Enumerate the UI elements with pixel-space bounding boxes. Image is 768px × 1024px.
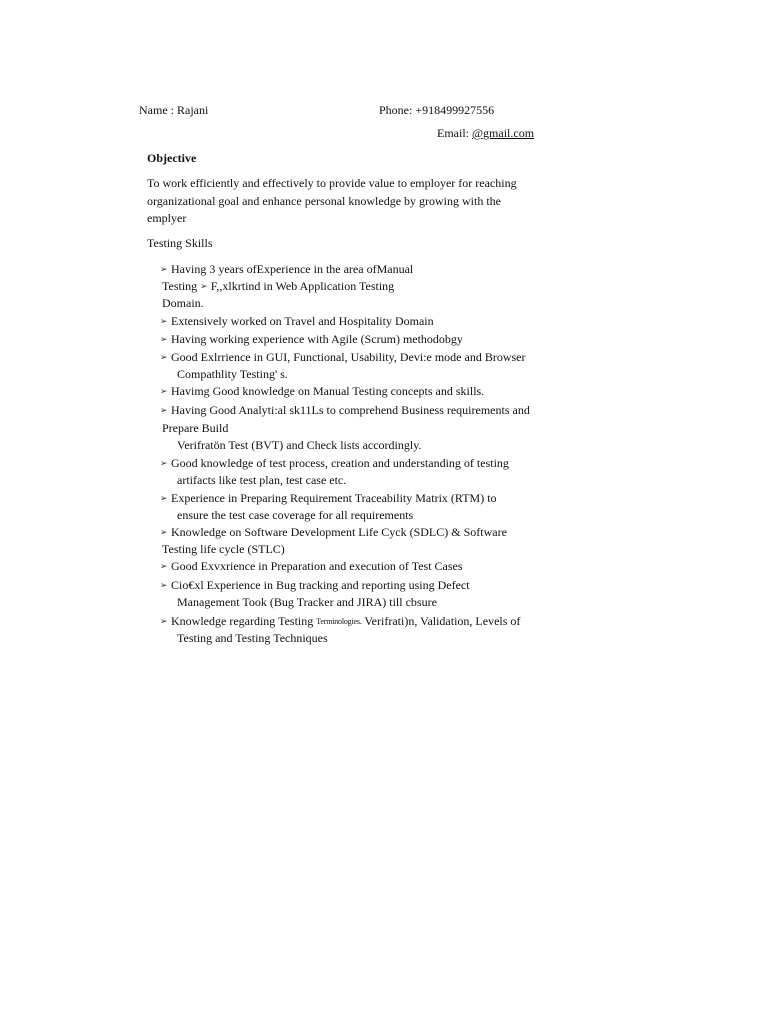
list-item-continuation: Testing life cycle (STLC) [162, 542, 285, 556]
objective-line: emplyer [147, 211, 187, 225]
list-item: ➢ Good Exlrrience in GUI, Functional, Usability, Devi:e mode and Browser [160, 349, 525, 367]
list-item-continuation: Prepare Build [162, 421, 229, 435]
email-line [437, 125, 534, 143]
list-item: ➢ Knowledge regarding Testing Terminologies. Verifrati)n, Validation, Levels of [160, 613, 520, 631]
list-item-continuation: Domain. [162, 296, 204, 310]
list-item: ➢ Havimg Good knowledge on Manual Testing concepts and skills. [160, 383, 484, 401]
arrow-bullet-icon: ➢ [160, 334, 168, 344]
objective-text [147, 175, 547, 228]
phone-number: Phone: +918499927556 [379, 103, 495, 117]
list-item-continuation: Compathlity Testing' s. [177, 367, 288, 381]
arrow-bullet-icon: ➢ [200, 281, 208, 291]
list-item: ➢ Experience in Preparing Requirement Traceability Matrix (RTM) to [160, 490, 497, 508]
email-label: Email: [437, 126, 472, 140]
objective-heading: Objective [147, 151, 197, 165]
arrow-bullet-icon: ➢ [160, 405, 168, 415]
arrow-bullet-icon: ➢ [160, 493, 168, 503]
arrow-bullet-icon: ➢ [160, 316, 168, 326]
list-item: ➢ Good knowledge of test process, creation and understanding of testing [160, 455, 509, 473]
arrow-bullet-icon: ➢ [160, 527, 168, 537]
list-item: ➢ Cio€xl Experience in Bug tracking and reporting using Defect [160, 577, 470, 595]
list-item-continuation: ensure the test case coverage for all requirements [177, 508, 414, 522]
arrow-bullet-icon: ➢ [160, 580, 168, 590]
testing-skills-heading: Testing Skills [147, 236, 213, 250]
list-item-continuation: artifacts like test plan, test case etc. [177, 473, 347, 487]
arrow-bullet-icon: ➢ [160, 561, 168, 571]
list-item: ➢ Having Good Analyti:al sk11Ls to comprehend Business requirements and [160, 402, 530, 420]
objective-line: organizational goal and enhance personal knowledge by growing with the [147, 193, 502, 208]
list-item-continuation: Management Took (Bug Tracker and JIRA) till cbsure [177, 595, 437, 609]
email-link[interactable]: @gmail.com [472, 126, 535, 140]
list-item-continuation: Testing and Testing Techniques [177, 631, 328, 645]
list-item: ➢ Having working experience with Agile (Scrum) methodobgy [160, 331, 463, 349]
list-item: ➢ Extensively worked on Travel and Hospitality Domain [160, 313, 434, 331]
arrow-bullet-icon: ➢ [160, 352, 168, 362]
candidate-name: Name : Rajani [139, 103, 209, 117]
list-item-continuation: Verifratön Test (BVT) and Check lists accordingly. [177, 438, 422, 452]
objective-line: To work efficiently and effectively to provide value to employer for reaching [147, 176, 517, 190]
list-item: ➢ Knowledge on Software Development Life Cyck (SDLC) & Software [160, 524, 507, 542]
list-item-continuation: Testing ➢ F,,xlkrtind in Web Application Testing [162, 279, 395, 293]
list-item: ➢ Good Exvxrience in Preparation and execution of Test Cases [160, 558, 463, 576]
list-item: ➢ Having 3 years ofExperience in the area ofManual [160, 261, 413, 279]
arrow-bullet-icon: ➢ [160, 264, 168, 274]
arrow-bullet-icon: ➢ [160, 616, 168, 626]
arrow-bullet-icon: ➢ [160, 458, 168, 468]
arrow-bullet-icon: ➢ [160, 386, 168, 396]
